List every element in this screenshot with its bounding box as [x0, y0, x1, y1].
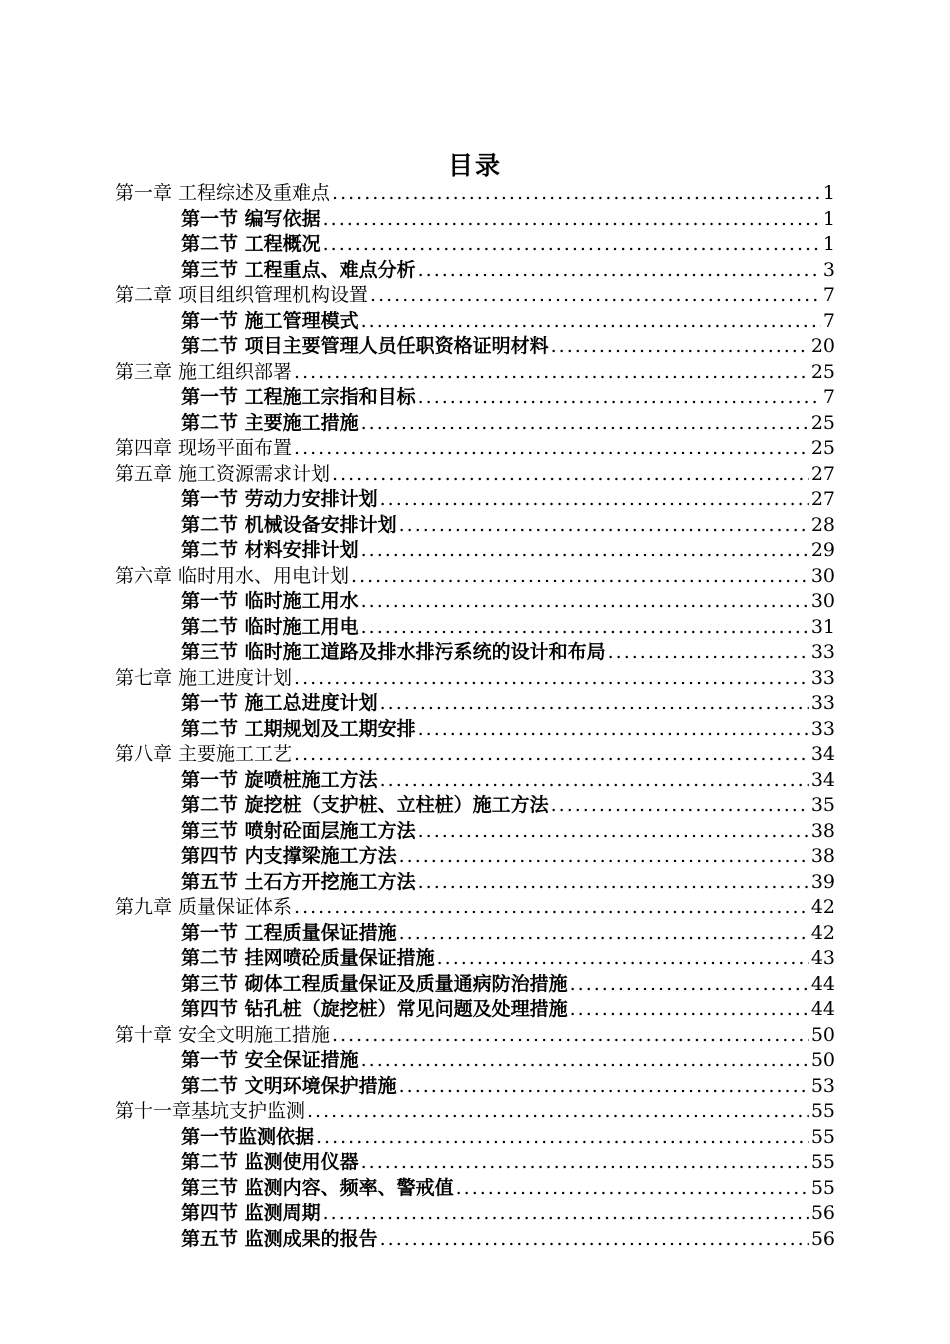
dot-leader [323, 1201, 809, 1227]
toc-section-entry[interactable] [115, 1150, 835, 1176]
toc-page-number: 44 [810, 998, 835, 1020]
toc-page-number: 3 [822, 258, 835, 281]
toc-entry-label: 第三节 临时施工道路及排水排污系统的设计和布局 [181, 641, 606, 663]
toc-section-entry[interactable] [115, 1125, 835, 1151]
toc-section-entry[interactable] [115, 513, 835, 539]
toc-page-number: 43 [810, 947, 835, 969]
dot-leader [380, 691, 809, 717]
toc-chapter-entry[interactable] [115, 283, 835, 309]
toc-section-entry[interactable] [115, 487, 835, 513]
dot-leader [332, 462, 809, 488]
toc-entry-label: 第一节 临时施工用水 [181, 590, 359, 612]
dot-leader [551, 793, 809, 819]
toc-chapter-entry[interactable] [115, 1099, 835, 1125]
toc-page-number: 42 [810, 921, 835, 944]
toc-page-number: 42 [810, 896, 835, 918]
dot-leader [570, 972, 809, 998]
dot-leader [418, 258, 821, 284]
toc-page-number: 33 [810, 666, 835, 689]
dot-leader [456, 1176, 809, 1202]
toc-section-entry[interactable] [115, 921, 835, 947]
toc-page-number: 55 [810, 1125, 835, 1148]
toc-chapter-entry[interactable] [115, 436, 835, 462]
toc-section-entry[interactable] [115, 258, 835, 284]
toc-section-entry[interactable] [115, 589, 835, 615]
toc-entry-label: 第四节 监测周期 [181, 1202, 321, 1224]
dot-leader [418, 819, 809, 845]
dot-leader [570, 997, 809, 1023]
toc-entry-label: 第二节 挂网喷砼质量保证措施 [181, 947, 435, 969]
toc-section-entry[interactable] [115, 615, 835, 641]
toc-entry-label: 第十章 安全文明施工措施 [115, 1023, 331, 1046]
toc-section-entry[interactable] [115, 844, 835, 870]
toc-page-number: 1 [822, 182, 835, 204]
toc-page-number: 7 [822, 386, 835, 408]
toc-page-number: 35 [810, 794, 835, 816]
toc-section-entry[interactable] [115, 411, 835, 437]
toc-page-number: 38 [810, 845, 835, 867]
toc-section-entry[interactable] [115, 309, 835, 335]
toc-section-entry[interactable] [115, 768, 835, 794]
dot-leader [316, 1125, 809, 1151]
toc-page-number: 56 [810, 1227, 835, 1250]
toc-section-entry[interactable] [115, 870, 835, 896]
toc-section-entry[interactable] [115, 691, 835, 717]
dot-leader [551, 334, 809, 360]
toc-section-entry[interactable] [115, 538, 835, 564]
dot-leader [323, 207, 821, 233]
toc-page-number: 7 [822, 309, 835, 332]
toc-page-number: 20 [810, 335, 835, 357]
toc-entry-label: 第二节 主要施工措施 [181, 411, 359, 434]
dot-leader [294, 436, 809, 462]
dot-leader [361, 1150, 809, 1176]
toc-entry-label: 第四节 内支撑梁施工方法 [181, 845, 397, 867]
toc-page-number: 53 [810, 1074, 835, 1097]
toc-page-number: 33 [810, 692, 835, 714]
toc-section-entry[interactable] [115, 997, 835, 1023]
dot-leader [361, 589, 809, 615]
toc-section-entry[interactable] [115, 793, 835, 819]
toc-chapter-entry[interactable] [115, 181, 835, 207]
dot-leader [380, 768, 809, 794]
dot-leader [307, 1099, 809, 1125]
dot-leader [418, 717, 809, 743]
toc-entry-label: 第九章 质量保证体系 [115, 896, 293, 918]
toc-page-number: 44 [810, 972, 835, 995]
toc-page-number: 34 [810, 768, 835, 791]
toc-page-number: 55 [810, 1100, 835, 1122]
toc-section-entry[interactable] [115, 1074, 835, 1100]
dot-leader [294, 742, 809, 768]
dot-leader [361, 309, 821, 335]
toc-page-number: 34 [810, 743, 835, 765]
dot-leader [332, 1023, 809, 1049]
toc-page-number: 30 [810, 564, 835, 587]
table-of-contents [115, 181, 835, 1252]
toc-entry-label: 第一节 劳动力安排计划 [181, 488, 378, 510]
toc-page-number: 28 [810, 513, 835, 536]
toc-entry-label: 第一节 工程质量保证措施 [181, 921, 397, 944]
toc-entry-label: 第二节 材料安排计划 [181, 539, 359, 561]
toc-entry-label: 第一节 工程施工宗指和目标 [181, 386, 416, 408]
toc-entry-label: 第八章 主要施工工艺 [115, 743, 293, 765]
toc-entry-label: 第二节 项目主要管理人员任职资格证明材料 [181, 335, 549, 357]
toc-section-entry[interactable] [115, 1201, 835, 1227]
dot-leader [399, 921, 809, 947]
toc-entry-label: 第六章 临时用水、用电计划 [115, 564, 350, 587]
toc-title: 目录 [447, 151, 502, 180]
toc-page-number: 33 [810, 717, 835, 740]
toc-page-number: 29 [810, 539, 835, 561]
toc-chapter-entry[interactable] [115, 462, 835, 488]
toc-page-number: 25 [810, 437, 835, 459]
toc-section-entry[interactable] [115, 385, 835, 411]
dot-leader [608, 640, 809, 666]
toc-page-number: 38 [810, 819, 835, 842]
toc-page-number: 56 [810, 1202, 835, 1224]
toc-entry-label: 第三节 砌体工程质量保证及质量通病防治措施 [181, 972, 568, 995]
dot-leader [294, 666, 809, 692]
dot-leader [380, 487, 809, 513]
dot-leader [361, 411, 809, 437]
toc-entry-label: 第十一章基坑支护监测 [115, 1100, 306, 1122]
dot-leader [418, 870, 809, 896]
toc-page-number: 25 [810, 360, 835, 383]
toc-chapter-entry[interactable] [115, 360, 835, 386]
toc-entry-label: 第二章 项目组织管理机构设置 [115, 284, 369, 306]
toc-section-entry[interactable] [115, 207, 835, 233]
toc-chapter-entry[interactable] [115, 564, 835, 590]
toc-entry-label: 第一节 施工管理模式 [181, 309, 359, 332]
dot-leader [380, 1227, 809, 1253]
dot-leader [399, 844, 809, 870]
toc-page-number: 30 [810, 590, 835, 612]
toc-chapter-entry[interactable] [115, 742, 835, 768]
toc-entry-label: 第二节 工期规划及工期安排 [181, 717, 416, 740]
toc-entry-label: 第四节 钻孔桩（旋挖桩）常见问题及处理措施 [181, 998, 568, 1020]
toc-entry-label: 第二节 临时施工用电 [181, 615, 359, 638]
dot-leader [294, 360, 809, 386]
toc-section-entry[interactable] [115, 972, 835, 998]
toc-entry-label: 第四章 现场平面布置 [115, 437, 293, 459]
dot-leader [361, 1048, 809, 1074]
toc-page-number: 55 [810, 1151, 835, 1173]
toc-entry-label: 第一节 施工总进度计划 [181, 692, 378, 714]
dot-leader [399, 513, 809, 539]
toc-entry-label: 第二节 工程概况 [181, 233, 321, 255]
dot-leader [361, 615, 809, 641]
toc-section-entry[interactable] [115, 717, 835, 743]
toc-entry-label: 第二节 文明环境保护措施 [181, 1074, 397, 1097]
dot-leader [294, 895, 809, 921]
dot-leader [370, 283, 821, 309]
toc-entry-label: 第七章 施工进度计划 [115, 666, 293, 689]
toc-page-number: 7 [822, 284, 835, 306]
toc-section-entry[interactable] [115, 819, 835, 845]
toc-entry-label: 第二节 旋挖桩（支护桩、立柱桩）施工方法 [181, 794, 549, 816]
toc-page-number: 50 [810, 1049, 835, 1071]
toc-page-number: 55 [810, 1176, 835, 1199]
toc-entry-label: 第一节监测依据 [181, 1125, 315, 1148]
dot-leader [437, 946, 809, 972]
toc-entry-label: 第五节 土石方开挖施工方法 [181, 870, 416, 893]
toc-entry-label: 第三节 喷射砼面层施工方法 [181, 819, 416, 842]
toc-page-number: 39 [810, 870, 835, 893]
dot-leader [418, 385, 821, 411]
toc-entry-label: 第二节 监测使用仪器 [181, 1151, 359, 1173]
toc-page-number: 27 [810, 488, 835, 510]
toc-entry-label: 第一章 工程综述及重难点 [115, 182, 331, 204]
toc-page-number: 25 [810, 411, 835, 434]
toc-section-entry[interactable] [115, 232, 835, 258]
toc-section-entry[interactable] [115, 334, 835, 360]
toc-entry-label: 第三节 工程重点、难点分析 [181, 258, 416, 281]
toc-page-number: 33 [810, 641, 835, 663]
dot-leader [332, 181, 821, 207]
dot-leader [351, 564, 809, 590]
toc-chapter-entry[interactable] [115, 895, 835, 921]
toc-chapter-entry[interactable] [115, 1023, 835, 1049]
toc-entry-label: 第三节 监测内容、频率、警戒值 [181, 1176, 454, 1199]
toc-entry-label: 第五节 监测成果的报告 [181, 1227, 378, 1250]
toc-section-entry[interactable] [115, 640, 835, 666]
toc-page-number: 27 [810, 462, 835, 485]
toc-page-number: 1 [822, 233, 835, 255]
toc-entry-label: 第一节 安全保证措施 [181, 1049, 359, 1071]
toc-entry-label: 第一节 编写依据 [181, 207, 321, 230]
toc-page-number: 50 [810, 1023, 835, 1046]
toc-section-entry[interactable] [115, 1227, 835, 1253]
toc-section-entry[interactable] [115, 946, 835, 972]
toc-section-entry[interactable] [115, 1048, 835, 1074]
toc-entry-label: 第二节 机械设备安排计划 [181, 513, 397, 536]
toc-entry-label: 第五章 施工资源需求计划 [115, 462, 331, 485]
dot-leader [323, 232, 821, 258]
toc-entry-label: 第一节 旋喷桩施工方法 [181, 768, 378, 791]
toc-page-number: 1 [822, 207, 835, 230]
dot-leader [361, 538, 809, 564]
toc-entry-label: 第三章 施工组织部署 [115, 360, 293, 383]
toc-section-entry[interactable] [115, 1176, 835, 1202]
dot-leader [399, 1074, 809, 1100]
toc-chapter-entry[interactable] [115, 666, 835, 692]
toc-page-number: 31 [810, 615, 835, 638]
